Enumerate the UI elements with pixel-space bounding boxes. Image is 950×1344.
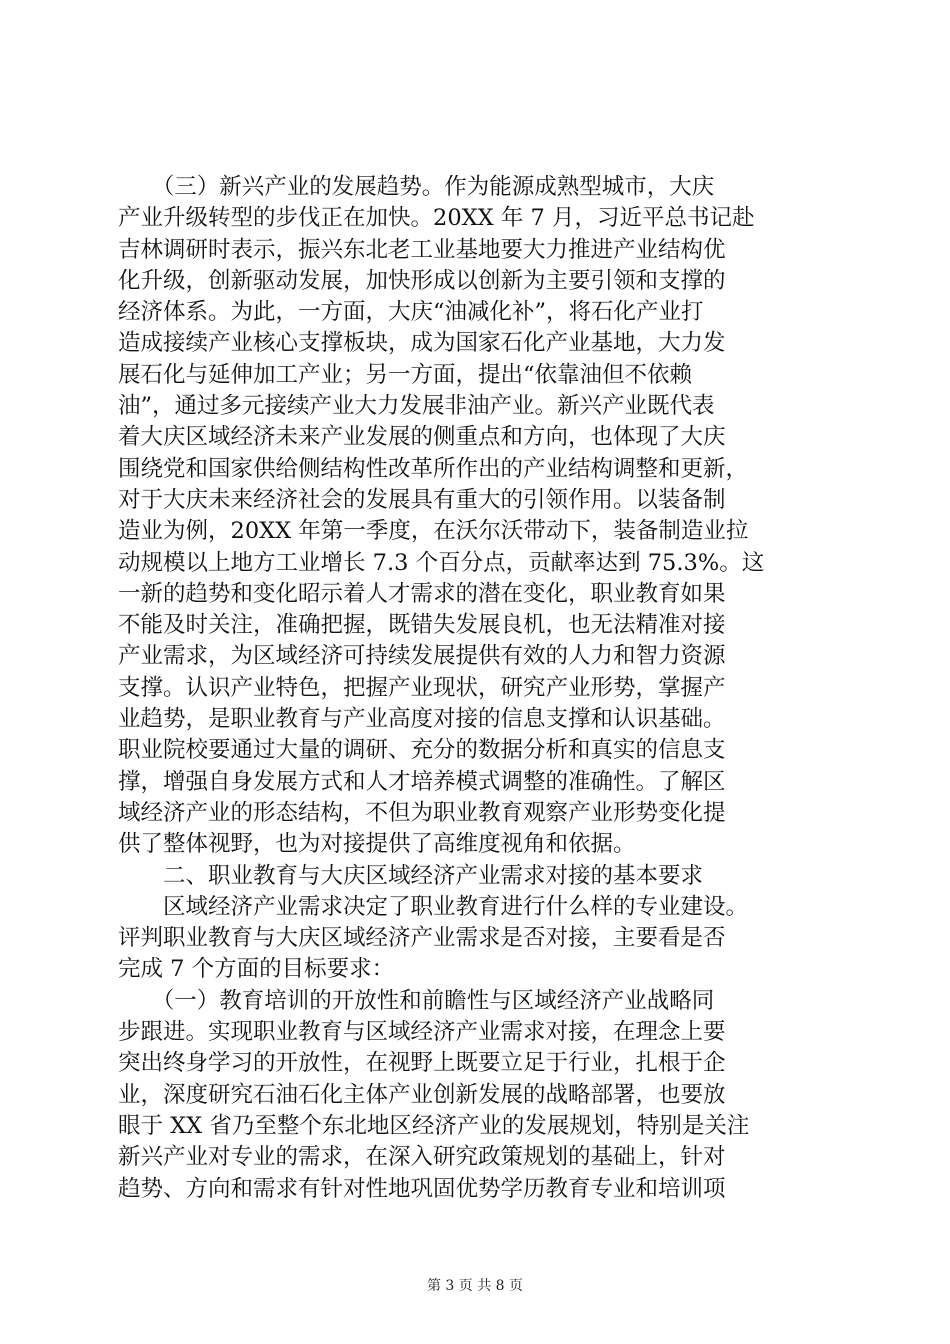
text-line: 二、职业教育与大庆区域经济产业需求对接的基本要求: [118, 862, 704, 889]
text-line: 趋势、方向和需求有针对性地巩固优势学历教育专业和培训项: [118, 1175, 726, 1202]
text-line: 展石化与延伸加工产业；另一方面，提出“依靠油但不依赖: [118, 361, 693, 388]
text-line: 吉林调研时表示，振兴东北老工业基地要大力推进产业结构优: [118, 236, 726, 263]
text-line: 突出终身学习的开放性，在视野上既要立足于行业，扎根于企: [118, 1050, 726, 1077]
text-line: 经济体系。为此，一方面，大庆“油减化补”，将石化产业打: [118, 299, 704, 326]
text-line: 造业为例，20XX 年第一季度，在沃尔沃带动下，装备制造业拉: [118, 518, 749, 545]
text-line: 业，深度研究石油石化主体产业创新发展的战略部署，也要放: [118, 1081, 726, 1108]
text-line: （一）教育培训的开放性和前瞻性与区域经济产业战略同: [118, 987, 715, 1014]
text-line: 动规模以上地方工业增长 7.3 个百分点，贡献率达到 75.3%。这: [118, 549, 765, 576]
text-line: 步跟进。实现职业教育与区域经济产业需求对接，在理念上要: [118, 1019, 726, 1046]
text-line: 眼于 XX 省乃至整个东北地区经济产业的发展规划，特别是关注: [118, 1112, 750, 1139]
text-line: 支撑。认识产业特色，把握产业现状，研究产业形势，掌握产: [118, 674, 726, 701]
text-line: 职业院校要通过大量的调研、充分的数据分析和真实的信息支: [118, 737, 726, 764]
text-line: 新兴产业对专业的需求，在深入研究政策规划的基础上，针对: [118, 1144, 726, 1171]
text-line: 完成 7 个方面的目标要求：: [118, 956, 395, 983]
text-line: 撑，增强自身发展方式和人才培养模式调整的准确性。了解区: [118, 768, 726, 795]
text-line: 造成接续产业核心支撑板块，成为国家石化产业基地，大力发: [118, 330, 726, 357]
text-line: 域经济产业的形态结构，不但为职业教育观察产业形势变化提: [118, 799, 726, 826]
page-footer: 第 3 页 共 8 页: [426, 1278, 524, 1294]
text-line: 评判职业教育与大庆区域经济产业需求是否对接，主要看是否: [118, 925, 726, 952]
text-line: 供了整体视野，也为对接提供了高维度视角和依据。: [118, 831, 636, 858]
text-line: 着大庆区域经济未来产业发展的侧重点和方向，也体现了大庆: [118, 424, 726, 451]
body-text: [118, 172, 834, 1205]
text-line: （三）新兴产业的发展趋势。作为能源成熟型城市，大庆: [118, 174, 715, 200]
text-line: 区域经济产业需求决定了职业教育进行什么样的专业建设。: [118, 893, 749, 920]
text-line: 产业需求，为区域经济可持续发展提供有效的人力和智力资源: [118, 643, 726, 670]
text-line: 围绕党和国家供给侧结构性改革所作出的产业结构调整和更新，: [118, 455, 749, 482]
text-line: 不能及时关注，准确把握，既错失发展良机，也无法精准对接: [118, 612, 726, 639]
text-line: 产业升级转型的步伐正在加快。20XX 年 7 月，习近平总书记赴: [118, 205, 755, 232]
text-line: 一新的趋势和变化昭示着人才需求的潜在变化，职业教育如果: [118, 580, 726, 607]
text-line: 业趋势，是职业教育与产业高度对接的信息支撑和认识基础。: [118, 706, 726, 733]
text-line: 化升级，创新驱动发展，加快形成以创新为主要引领和支撑的: [118, 267, 726, 294]
text-line: 对于大庆未来经济社会的发展具有重大的引领作用。以装备制: [118, 486, 726, 513]
text-line: 油”，通过多元接续产业大力发展非油产业。新兴产业既代表: [118, 393, 715, 420]
